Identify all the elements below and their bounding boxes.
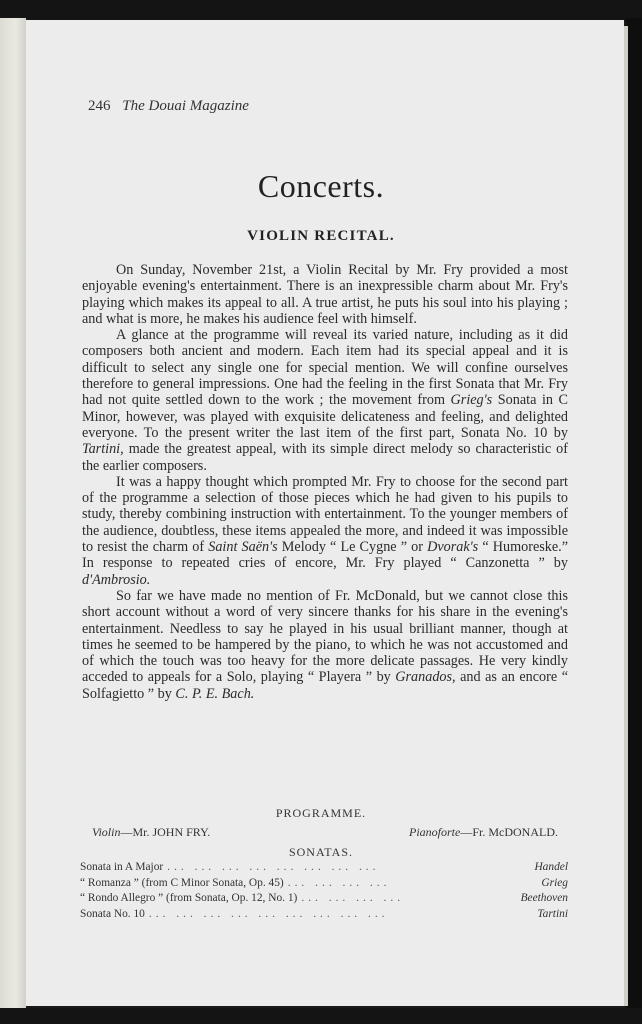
- piece-title: “ Rondo Allegro ” (from Sonata, Op. 12, No. 1): [80, 892, 298, 904]
- pianist: Pianoforte—Fr. McDONALD.: [409, 825, 558, 839]
- article-subtitle: VIOLIN RECITAL.: [247, 228, 395, 244]
- composer-name: Beethoven: [520, 892, 568, 904]
- page-top-edge: [0, 0, 642, 22]
- composer-bach: C. P. E. Bach.: [175, 685, 255, 702]
- leader-dots: ... ... ... ... ... ... ... ...: [167, 861, 380, 873]
- article-body: [82, 262, 568, 702]
- composer-name: Grieg: [541, 876, 568, 889]
- programme-item: [80, 908, 568, 924]
- piece-title: Sonata No. 10: [80, 907, 145, 920]
- programme-item: [80, 877, 568, 893]
- page-bottom-edge: [0, 1008, 642, 1024]
- composer-tartini: Tartini,: [82, 441, 124, 458]
- programme-item: [80, 861, 568, 877]
- leader-dots: ... ... ... ...: [287, 876, 391, 889]
- page-number: 246: [88, 98, 111, 114]
- magazine-title: The Douai Magazine: [122, 98, 249, 114]
- leader-dots: ... ... ... ... ... ... ... ... ...: [148, 907, 389, 920]
- running-header: [88, 98, 249, 115]
- composer-ambrosio: d'Ambrosio.: [82, 571, 151, 588]
- paragraph-4: So far we have made no mention of Fr. McDonald, but we cannot close this short account without a word of very sincere thanks for his share in the evening's entertainment. Needless to say he played in his usual brilliant manner, though at times he seemed to be hampered by the piano, to which he was not accustomed and of which the touch was too heavy for the more delicate passages. He very kindly acceded to appeals for a Solo, playing “ Playera ” by Granados, and as an encore “ Solfagietto ” by C. P. E. Bach.: [82, 587, 568, 702]
- composer-dvorak: Dvorak's: [427, 539, 479, 556]
- composer-saint-saens: Saint Saën's: [208, 539, 278, 556]
- sonatas-heading: SONATAS.: [288, 845, 354, 859]
- paragraph-2: A glance at the programme will reveal its varied nature, including as it did composers both ancient and modern. Each item had its special appeal and it is difficult to select any single one for special mention. We will confine ourselves therefore to general impressions. One had the feeling in the first Sonata that Mr. Fry had not quite settled down to the work ; the movement from Grieg's Sonata in C Minor, however, was played with exquisite delicateness and feeling, and delighted everyone. To the present writer the last item of the first part, Sonata No. 10 by Tartini, made the greatest appeal, with its simple direct melody so characteristic of the earlier composers.: [82, 327, 568, 474]
- piece-title: Sonata in A Major: [80, 861, 164, 873]
- programme-item: [80, 892, 568, 908]
- piece-title: “ Romanza ” (from C Minor Sonata, Op. 45): [80, 876, 284, 889]
- composer-granados: Granados,: [395, 669, 456, 686]
- composer-grieg: Grieg's: [450, 392, 493, 409]
- leader-dots: ... ... ... ...: [301, 892, 405, 904]
- programme-list: [80, 861, 568, 923]
- section-title: Concerts.: [257, 168, 385, 204]
- paragraph-3: It was a happy thought which prompted Mr. Fry to choose for the second part of the programme a selection of those pieces which he had given to his pupils to study, thereby combining instruction with entertainment. To the younger members of the audience, doubtless, these items appealed the more, and indeed it was impossible to resist the charm of Saint Saën's Melody “ Le Cygne ” or Dvorak's “ Humoreske.” In response to repeated cries of encore, Mr. Fry played “ Canzonetta ” by d'Ambrosio.: [82, 473, 568, 588]
- programme-heading: PROGRAMME.: [275, 806, 367, 820]
- violinist: Violin—Mr. JOHN FRY.: [92, 825, 211, 839]
- composer-name: Handel: [534, 861, 568, 873]
- composer-name: Tartini: [537, 907, 568, 920]
- paragraph-1: On Sunday, November 21st, a Violin Recital by Mr. Fry provided a most enjoyable evening's entertainment. There is an inexpressible charm about Mr. Fry's playing which makes its appeal to all. A true artist, he puts his soul into his playing ; and what is more, he makes his audience feel with himself.: [82, 262, 568, 327]
